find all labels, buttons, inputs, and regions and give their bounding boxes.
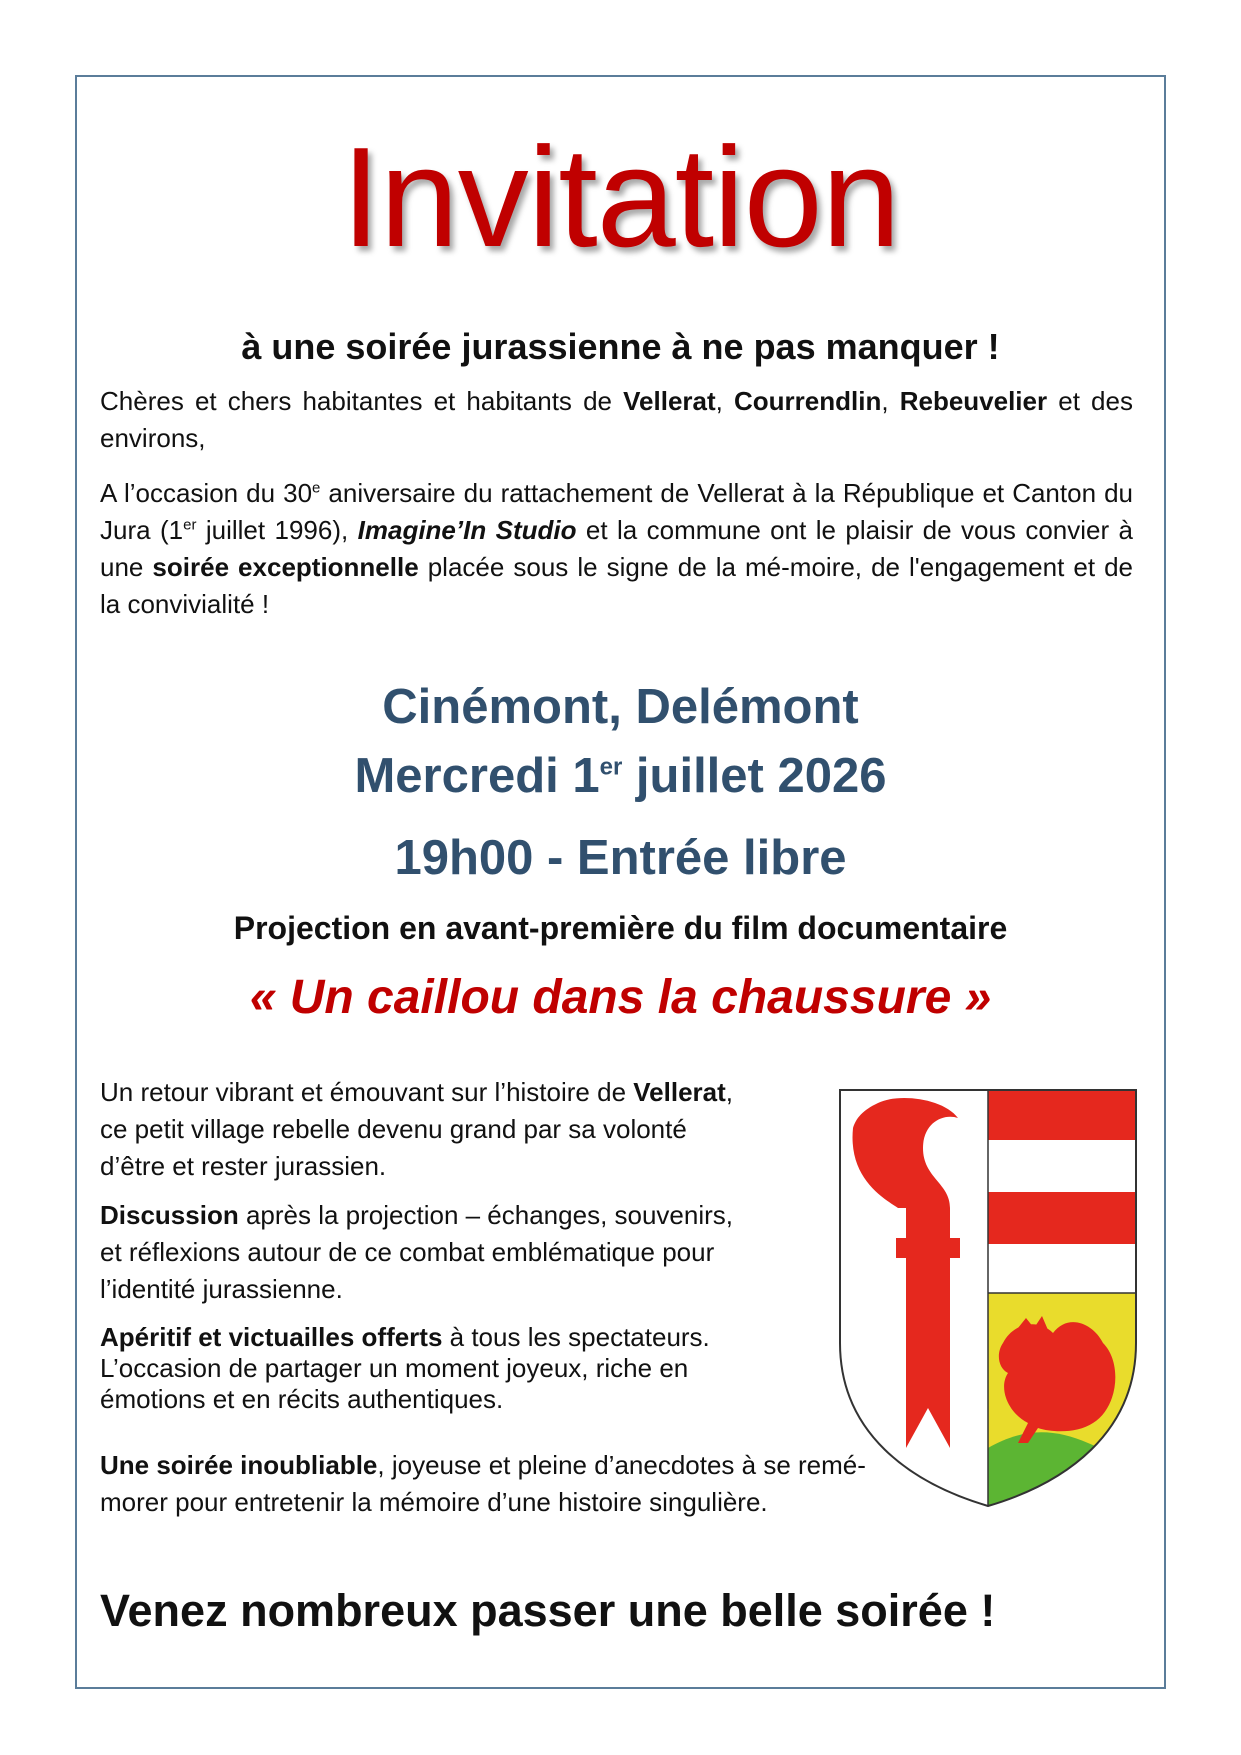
detail-text: d’être et rester jurassien. [100, 1151, 387, 1181]
coat-of-arms-icon [838, 1088, 1138, 1508]
greeting-paragraph [100, 383, 1133, 457]
date-text: Mercredi 1 [354, 749, 600, 803]
greeting-text: Chères et chers habitantes et habitants de [100, 386, 624, 416]
detail-text: à tous les spectateurs. [442, 1322, 710, 1352]
greeting-end: et des environs, [100, 386, 1133, 453]
town-vellerat: Vellerat [633, 1077, 726, 1107]
detail-text: morer pour entretenir la mémoire d’une histoire singulière. [100, 1487, 768, 1517]
separator: , [881, 386, 900, 416]
occasion-paragraph [100, 475, 1133, 623]
studio-name: Imagine’In Studio [357, 515, 577, 545]
separator: , [715, 386, 734, 416]
subtitle: à une soirée jurassienne à ne pas manquer ! [241, 326, 1000, 367]
detail-text: l’identité jurassienne. [100, 1274, 343, 1304]
superscript: er [183, 516, 197, 534]
detail-text: émotions et en récits authentiques. [100, 1384, 504, 1414]
projection-line: Projection en avant-première du film documentaire [233, 910, 1008, 946]
date-text: juillet 2026 [622, 749, 887, 803]
occasion-text: placée sous le signe de la mé-moire, de l'engagement et de la convivialité ! [100, 552, 1133, 619]
film-title: « Un caillou dans la chaussure » [249, 971, 992, 1024]
detail-aperitif [100, 1322, 710, 1415]
detail-bold: Discussion [100, 1200, 239, 1230]
detail-text: , joyeuse et pleine d’anecdotes à se remé- [377, 1450, 866, 1480]
detail-bold: Apéritif et victuailles offerts [100, 1322, 443, 1352]
soiree-highlight: soirée exceptionnelle [152, 552, 419, 582]
town-courrendlin: Courrendlin [734, 386, 882, 416]
town-rebeuvelier: Rebeuvelier [899, 386, 1048, 416]
superscript: e [312, 479, 321, 497]
detail-text: , [725, 1077, 734, 1107]
detail-text: et réflexions autour de ce combat emblématique pour [100, 1237, 715, 1267]
detail-text: Un retour vibrant et émouvant sur l’histoire de [100, 1077, 634, 1107]
detail-retour [100, 1074, 733, 1185]
town-vellerat: Vellerat [623, 386, 716, 416]
time-line: 19h00 - Entrée libre [394, 831, 847, 885]
occasion-text: juillet 1996), [196, 515, 358, 545]
detail-text: ce petit village rebelle devenu grand par sa volonté [100, 1114, 687, 1144]
detail-text: après la projection – échanges, souvenirs, [238, 1200, 734, 1230]
closing-line: Venez nombreux passer une belle soirée ! [100, 1585, 996, 1636]
occasion-text: et la commune ont le plaisir de vous convier à une [100, 515, 1134, 582]
occasion-text: aniversaire du rattachement de Vellerat à la République et Canton du Jura (1 [100, 478, 1133, 545]
invitation-title: Invitation [341, 118, 900, 277]
occasion-text: A l’occasion du 30 [100, 478, 313, 508]
detail-soiree [100, 1447, 866, 1521]
venue-line: Cinémont, Delémont [382, 680, 859, 734]
detail-bold: Une soirée inoubliable [100, 1450, 378, 1480]
date-line [0, 745, 1241, 807]
detail-text: L’occasion de partager un moment joyeux, riche en [100, 1353, 689, 1383]
detail-discussion [100, 1197, 733, 1308]
superscript: er [599, 753, 623, 781]
